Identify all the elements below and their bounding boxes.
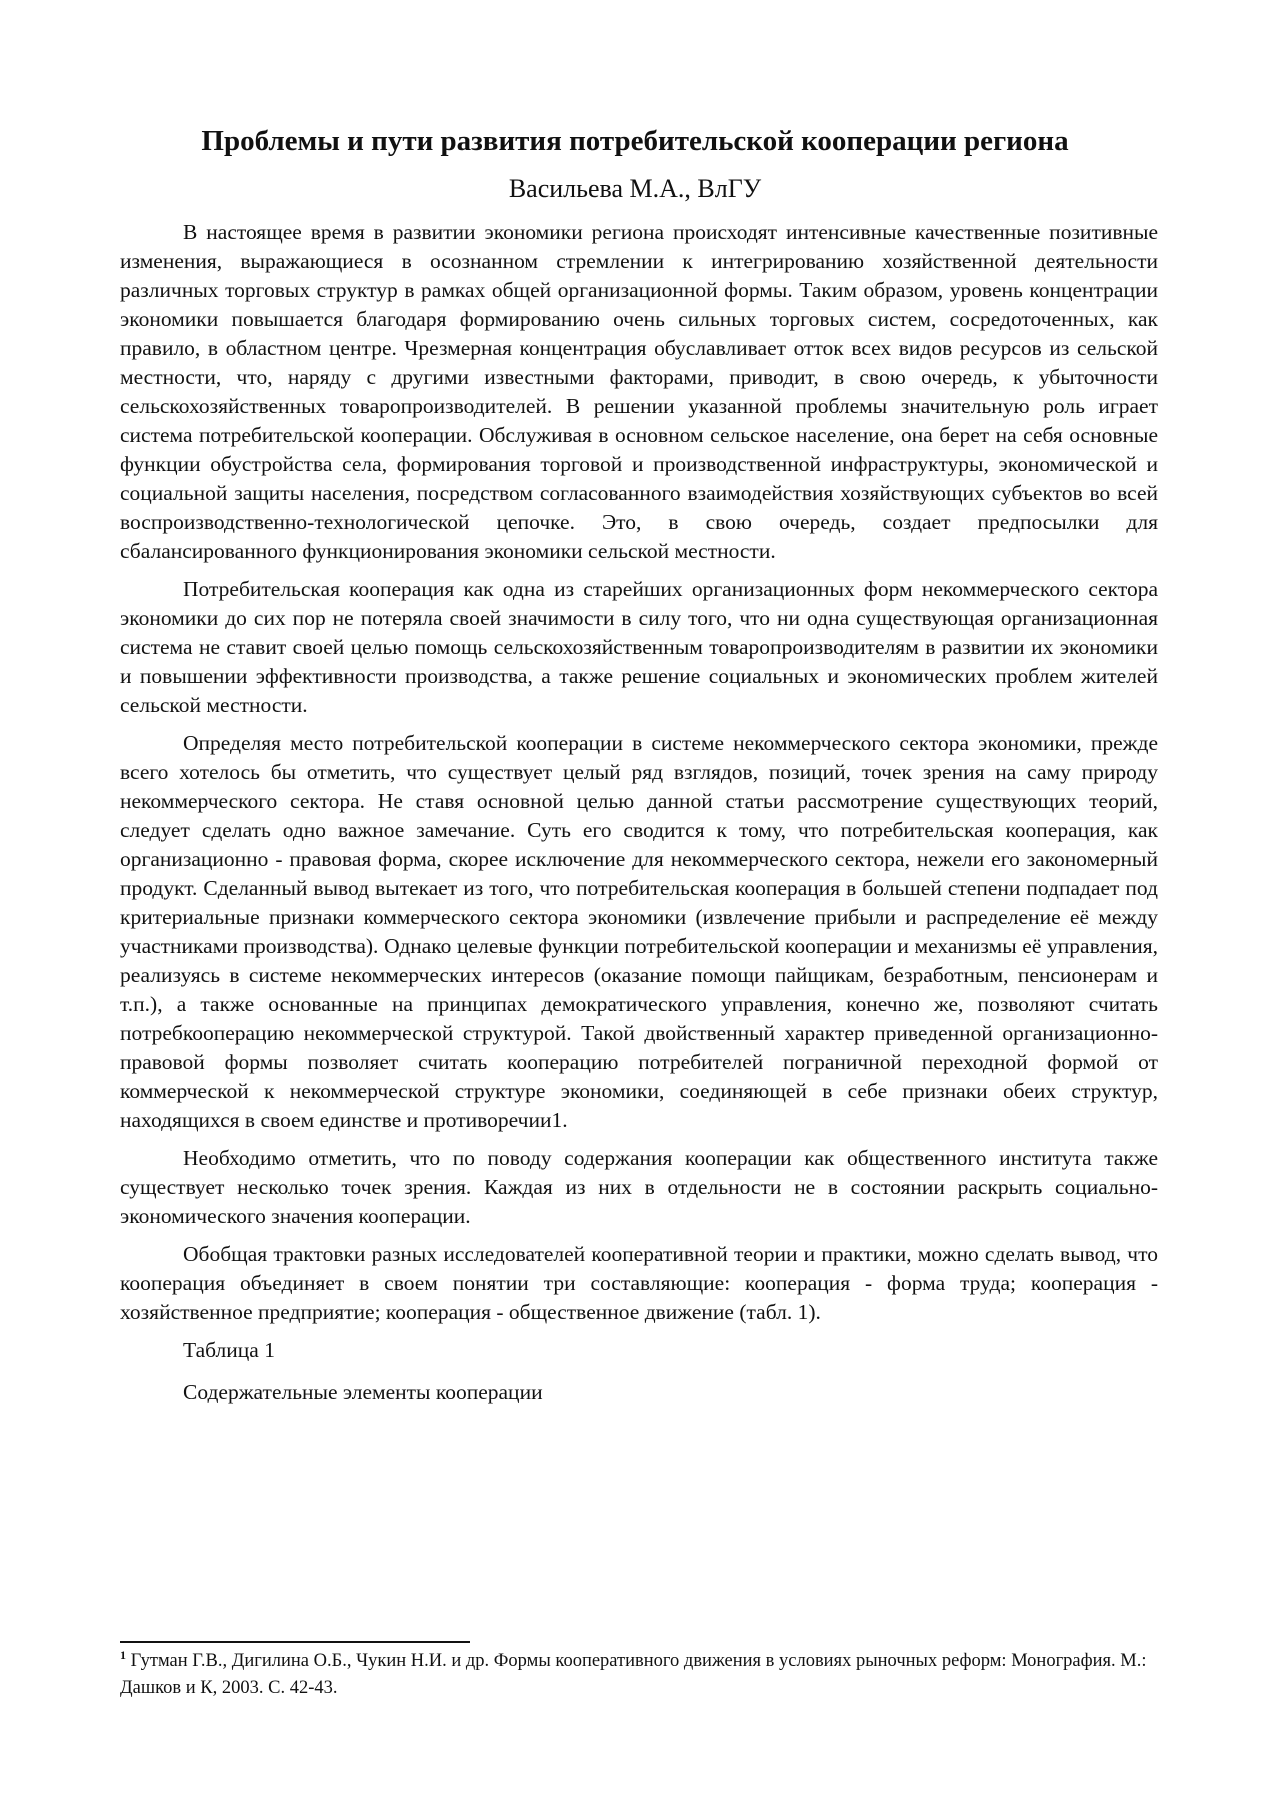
footnote-text: Гутман Г.В., Дигилина О.Б., Чукин Н.И. и др. Формы кооперативного движения в условиях рыночных реформ: Монография. М.: Дашков и К, 2003. С. 42-43. [120, 1651, 1147, 1698]
table-caption: Содержательные элементы кооперации [183, 1380, 543, 1404]
paragraph-4: Необходимо отметить, что по поводу содержания кооперации как общественного института также существует несколько точек зрения. Каждая из них в отдельности не в состоянии раскрыть социально-экономического значения кооперации. [120, 1146, 1158, 1228]
paragraph-1: В настоящее время в развитии экономики региона происходят интенсивные качественные позитивные изменения, выражающиеся в осознанном стремлении к интегрированию хозяйственной деятельности различных торговых структур в рамках общей организационной формы. Таким образом, уровень концентрации экономики повышается благодаря формированию очень сильных торговых систем, сосредоточенных, как правило, в областном центре. Чрезмерная концентрация обуславливает отток всех видов ресурсов из сельской местности, что, наряду с другими известными факторами, приводит, в свою очередь, к убыточности сельскохозяйственных товаропроизводителей. В решении указанной проблемы значительную роль играет система потребительской кооперации. Обслуживая в основном сельское население, она берет на себя основные функции обустройства села, формирования торговой и производственной инфраструктуры, экономической и социальной защиты населения, посредством согласованного взаимодействия хозяйствующих субъектов во всей воспроизводственно-технологической цепочке. Это, в свою очередь, создает предпосылки для сбалансированного функционирования экономики сельской местности. [120, 220, 1158, 563]
paragraph-3: Определяя место потребительской кооперации в системе некоммерческого сектора экономики, прежде всего хотелось бы отметить, что существует целый ряд взглядов, позиций, точек зрения на саму природу некоммерческого сектора. Не ставя основной целью данной статьи рассмотрение существующих теорий, следует сделать одно важное замечание. Суть его сводится к тому, что потребительская кооперация, как организационно - правовая форма, скорее исключение для некоммерческого сектора, нежели его закономерный продукт. Сделанный вывод вытекает из того, что потребительская кооперация в большей степени подпадает под критериальные признаки коммерческого сектора экономики (извлечение прибыли и распределение её между участниками производства). Однако целевые функции потребительской кооперации и механизмы её управления, реализуясь в системе некоммерческих интересов (оказание помощи пайщикам, безработным, пенсионерам и т.п.), а также основанные на принципах демократического управления, конечно же, позволяют считать потребкооперацию некоммерческой структурой. Такой двойственный характер приведенной организационно-правовой формы позволяет считать кооперацию потребителей пограничной переходной формой от коммерческой к некоммерческой структуре экономики, соединяющей в себе признаки обеих структур, находящихся в своем единстве и противоречии1. [120, 731, 1158, 1132]
article-title: Проблемы и пути развития потребительской кооперации региона [201, 125, 1069, 157]
article-author: Васильева М.А., ВлГУ [508, 174, 762, 203]
paragraph-5: Обобщая трактовки разных исследователей кооперативной теории и практики, можно сделать вывод, что кооперация объединяет в своем понятии три составляющие: кооперация - форма труда; кооперация - хозяйственное предприятие; кооперация - общественное движение (табл. 1). [120, 1242, 1158, 1324]
table-label: Таблица 1 [183, 1338, 275, 1362]
article-body [120, 218, 1158, 1420]
footnote-separator [120, 1641, 470, 1643]
paragraph-2: Потребительская кооперация как одна из старейших организационных форм некоммерческого сектора экономики до сих пор не потеряла своей значимости в силу того, что ни одна существующая организационная система не ставит своей целью помощь сельскохозяйственным товаропроизводителям в развитии их экономики и повышении эффективности производства, а также решение социальных и экономических проблем жителей сельской местности. [120, 577, 1158, 717]
footnote [120, 1648, 1170, 1702]
footnote-mark: 1 [120, 1648, 126, 1662]
